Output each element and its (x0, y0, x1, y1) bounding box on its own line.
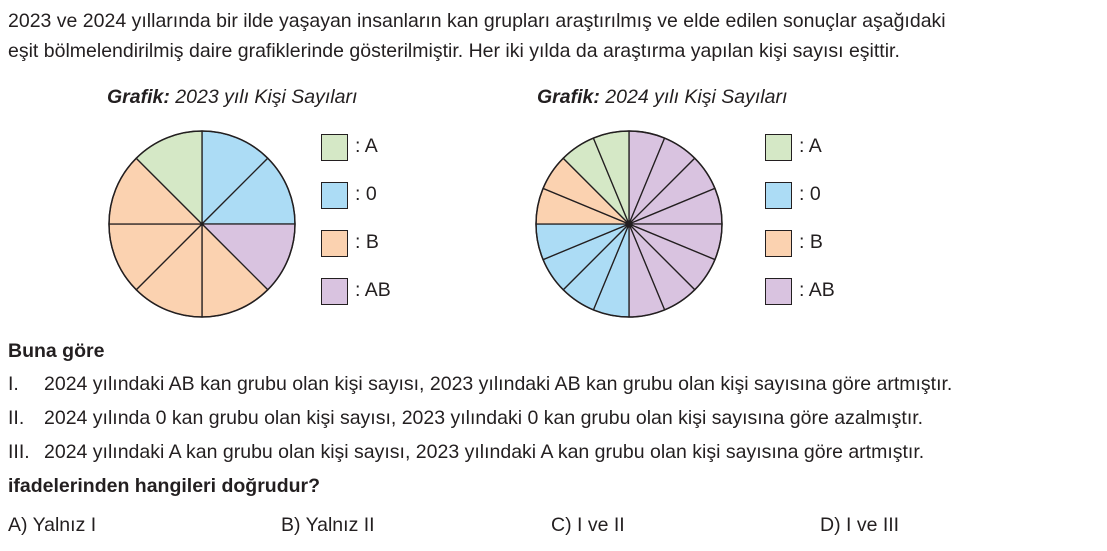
legend-swatch (321, 230, 348, 257)
option-c[interactable]: C) I ve II (551, 514, 625, 536)
legend-item (321, 182, 431, 210)
intro-line-1: 2023 ve 2024 yıllarında bir ilde yaşayan insanların kan grupları araştırılmış ve elde edilen sonuçlar aşağıdaki (8, 10, 946, 32)
legend-swatch (321, 182, 348, 209)
option-a[interactable]: A) Yalnız I (8, 514, 97, 536)
legend-swatch (321, 278, 348, 305)
legend-item (321, 134, 431, 162)
question-tail: ifadelerinden hangileri doğrudur? (8, 475, 321, 497)
legend-swatch (765, 230, 792, 257)
legend-label: : AB (799, 279, 835, 301)
legend-label: : 0 (355, 183, 377, 205)
chart-title-2023 (107, 86, 357, 109)
chart-title-text: 2024 yılı Kişi Sayıları (605, 86, 788, 108)
chart-title-2024 (537, 86, 787, 109)
statement-text: 2024 yılında 0 kan grubu olan kişi sayısı, 2023 yılındaki 0 kan grubu olan kişi sayısına göre azalmıştır. (44, 407, 924, 429)
statement-number: II. (8, 407, 25, 429)
legend-swatch (321, 134, 348, 161)
legend-label: : A (799, 135, 822, 157)
legend-swatch (765, 134, 792, 161)
statement-2 (8, 407, 923, 430)
option-b[interactable]: B) Yalnız II (281, 514, 375, 536)
legend-label: : 0 (799, 183, 821, 205)
legend-item (765, 134, 875, 162)
question-lead: Buna göre (8, 340, 105, 362)
statement-text: 2024 yılındaki AB kan grubu olan kişi sayısı, 2023 yılındaki AB kan grubu olan kişi sayısına göre artmıştır. (44, 373, 953, 395)
pie-chart-2024 (534, 129, 724, 319)
statement-1 (8, 373, 952, 396)
pie-chart-2023 (107, 129, 297, 319)
legend-item (765, 278, 875, 306)
chart-title-prefix: Grafik: (537, 86, 600, 108)
legend-label: : A (355, 135, 378, 157)
legend-label: : AB (355, 279, 391, 301)
legend-item (321, 278, 431, 306)
legend-item (765, 230, 875, 258)
chart-title-text: 2023 yılı Kişi Sayıları (175, 86, 358, 108)
statement-number: III. (8, 441, 30, 463)
intro-text (8, 6, 1103, 66)
statement-3 (8, 441, 924, 464)
legend-label: : B (799, 231, 823, 253)
statement-text: 2024 yılındaki A kan grubu olan kişi sayısı, 2023 yılındaki A kan grubu olan kişi sayısına göre artmıştır. (44, 441, 925, 463)
legend-item (321, 230, 431, 258)
legend-swatch (765, 278, 792, 305)
intro-line-2: eşit bölmelendirilmiş daire grafiklerinde gösterilmiştir. Her iki yılda da araştırma yapılan kişi sayısı eşittir. (8, 40, 900, 62)
legend-item (765, 182, 875, 210)
option-d[interactable]: D) I ve III (820, 514, 900, 536)
statement-number: I. (8, 373, 19, 395)
legend-label: : B (355, 231, 379, 253)
legend-swatch (765, 182, 792, 209)
chart-title-prefix: Grafik: (107, 86, 170, 108)
